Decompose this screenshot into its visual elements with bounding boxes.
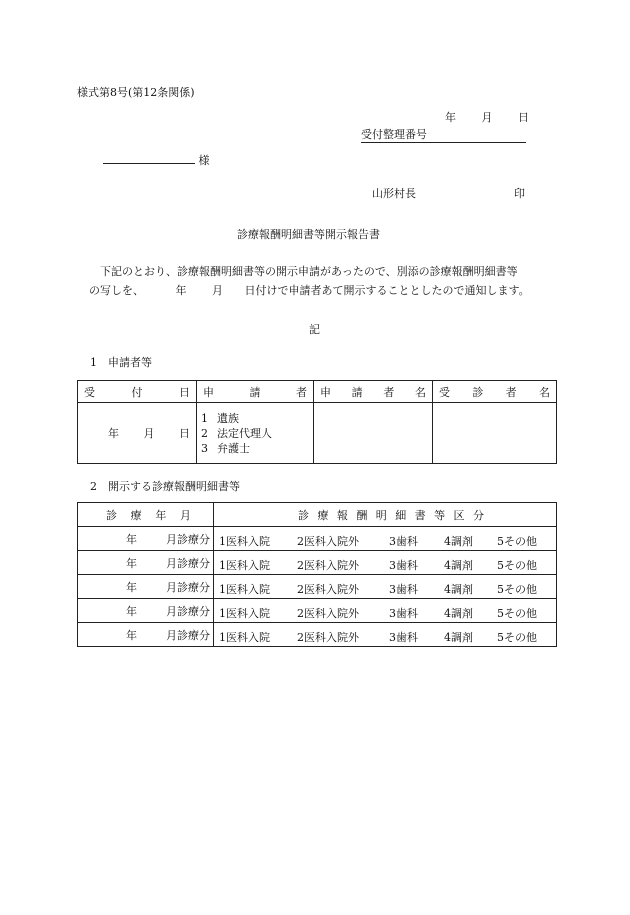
treatment-year: 年: [126, 628, 137, 642]
treatment-month: 月診療分: [166, 532, 210, 546]
claim-category-option: 3歯科: [389, 558, 418, 572]
treatment-month-cell: [78, 551, 214, 575]
claim-category-cell: [214, 575, 557, 599]
receipt-number-label: 受付整理番号: [361, 129, 526, 143]
date-day: 日: [518, 111, 529, 124]
treatment-month: 月診療分: [166, 604, 210, 618]
header-claim-category: [214, 503, 557, 527]
received-year: 年: [108, 427, 119, 440]
claim-category-option: 5その他: [497, 534, 537, 548]
claim-category-option: 1医科入院: [219, 606, 270, 620]
claim-category-cell: [214, 623, 557, 647]
form-number: 様式第8号(第12条関係): [77, 86, 195, 99]
receipt-number: [361, 129, 526, 143]
claim-category-option: 4調剤: [444, 582, 473, 596]
applicant-type-cell: [197, 403, 314, 464]
treatment-month: 月診療分: [166, 628, 210, 642]
applicant-table: [77, 380, 557, 464]
section1-heading: 1 申請者等: [90, 356, 152, 369]
claim-category-option: 5その他: [497, 630, 537, 644]
claim-category-option: 2医科入院外: [297, 534, 359, 548]
claim-category-option: 4調剤: [444, 630, 473, 644]
header-text-received-date: 受 付 日: [84, 385, 190, 399]
claim-category-option: 1医科入院: [219, 630, 270, 644]
issuer: 山形村長: [372, 187, 416, 200]
section2-heading: 2 開示する診療報酬明細書等: [90, 480, 240, 493]
treatment-year: 年: [126, 604, 137, 618]
header-text-treatment-month: 診 療 年 月: [106, 508, 191, 522]
date-year: 年: [445, 111, 456, 124]
applicant-option: 3 弁護士: [201, 441, 250, 455]
treatment-month: 月診療分: [166, 580, 210, 594]
claim-category-option: 4調剤: [444, 558, 473, 572]
claim-category-cell: [214, 599, 557, 623]
claim-category-option: 2医科入院外: [297, 606, 359, 620]
date-month: 月: [481, 111, 493, 124]
addressee-blank: [103, 151, 195, 164]
body-line-2a: の写しを、: [89, 284, 144, 297]
table-row: [78, 599, 557, 623]
header-received-date: [78, 381, 197, 403]
received-date-cell: [78, 403, 197, 464]
header-text-applicant: 申 請 者: [203, 385, 307, 399]
claim-category-option: 2医科入院外: [297, 582, 359, 596]
claim-category-cell: [214, 527, 557, 551]
claim-category-option: 5その他: [497, 582, 537, 596]
table-row: [78, 527, 557, 551]
addressee-suffix: 様: [198, 154, 210, 167]
received-month: 月: [143, 427, 155, 440]
header-applicant-name: [314, 381, 433, 403]
treatment-month: 月診療分: [166, 556, 210, 570]
received-day: 日: [179, 427, 190, 440]
claim-category-option: 1医科入院: [219, 534, 270, 548]
treatment-month-cell: [78, 623, 214, 647]
body-line-1: 下記のとおり、診療報酬明細書等の開示申請があったので、別添の診療報酬明細書等: [100, 265, 518, 278]
claim-category-option: 2医科入院外: [297, 630, 359, 644]
claim-category-option: 3歯科: [389, 582, 418, 596]
date-line: [445, 112, 529, 123]
header-patient-name: [433, 381, 557, 403]
body-year: 年: [175, 284, 187, 297]
header-text-claim-category: 診 療 報 酬 明 細 書 等 区 分: [298, 508, 484, 522]
treatment-year: 年: [126, 556, 137, 570]
addressee: [103, 151, 210, 166]
treatment-month-cell: [78, 527, 214, 551]
treatment-year: 年: [126, 532, 137, 546]
document-title: 診療報酬明細書等開示報告書: [237, 228, 380, 241]
treatment-year: 年: [126, 580, 137, 594]
header-treatment-month: [78, 503, 214, 527]
applicant-name-cell: [314, 403, 433, 464]
seal-mark: 印: [514, 187, 525, 200]
claim-category-option: 4調剤: [444, 606, 473, 620]
ki-label: 記: [309, 323, 320, 336]
claim-category-option: 4調剤: [444, 534, 473, 548]
claim-category-option: 5その他: [497, 606, 537, 620]
body-line-2: [89, 281, 569, 300]
claim-category-option: 5その他: [497, 558, 537, 572]
table-row: [78, 623, 557, 647]
table-row: [78, 575, 557, 599]
claim-category-cell: [214, 551, 557, 575]
treatment-month-cell: [78, 599, 214, 623]
body-line-2b: 日付けで申請者あて開示することとしたので通知します。: [244, 284, 530, 297]
patient-name-cell: [433, 403, 557, 464]
body-month: 月: [212, 284, 223, 297]
claim-category-option: 2医科入院外: [297, 558, 359, 572]
applicant-option: 1 遺族: [201, 411, 239, 425]
header-applicant: [197, 381, 314, 403]
applicant-option: 2 法定代理人: [201, 426, 272, 440]
header-text-applicant-name: 申 請 者 名: [320, 385, 426, 399]
claims-table: [77, 502, 557, 647]
header-text-patient-name: 受 診 者 名: [439, 385, 550, 399]
claim-category-option: 1医科入院: [219, 582, 270, 596]
table-row: [78, 551, 557, 575]
treatment-month-cell: [78, 575, 214, 599]
claim-category-option: 3歯科: [389, 534, 418, 548]
claim-category-option: 3歯科: [389, 630, 418, 644]
claim-category-option: 1医科入院: [219, 558, 270, 572]
claim-category-option: 3歯科: [389, 606, 418, 620]
